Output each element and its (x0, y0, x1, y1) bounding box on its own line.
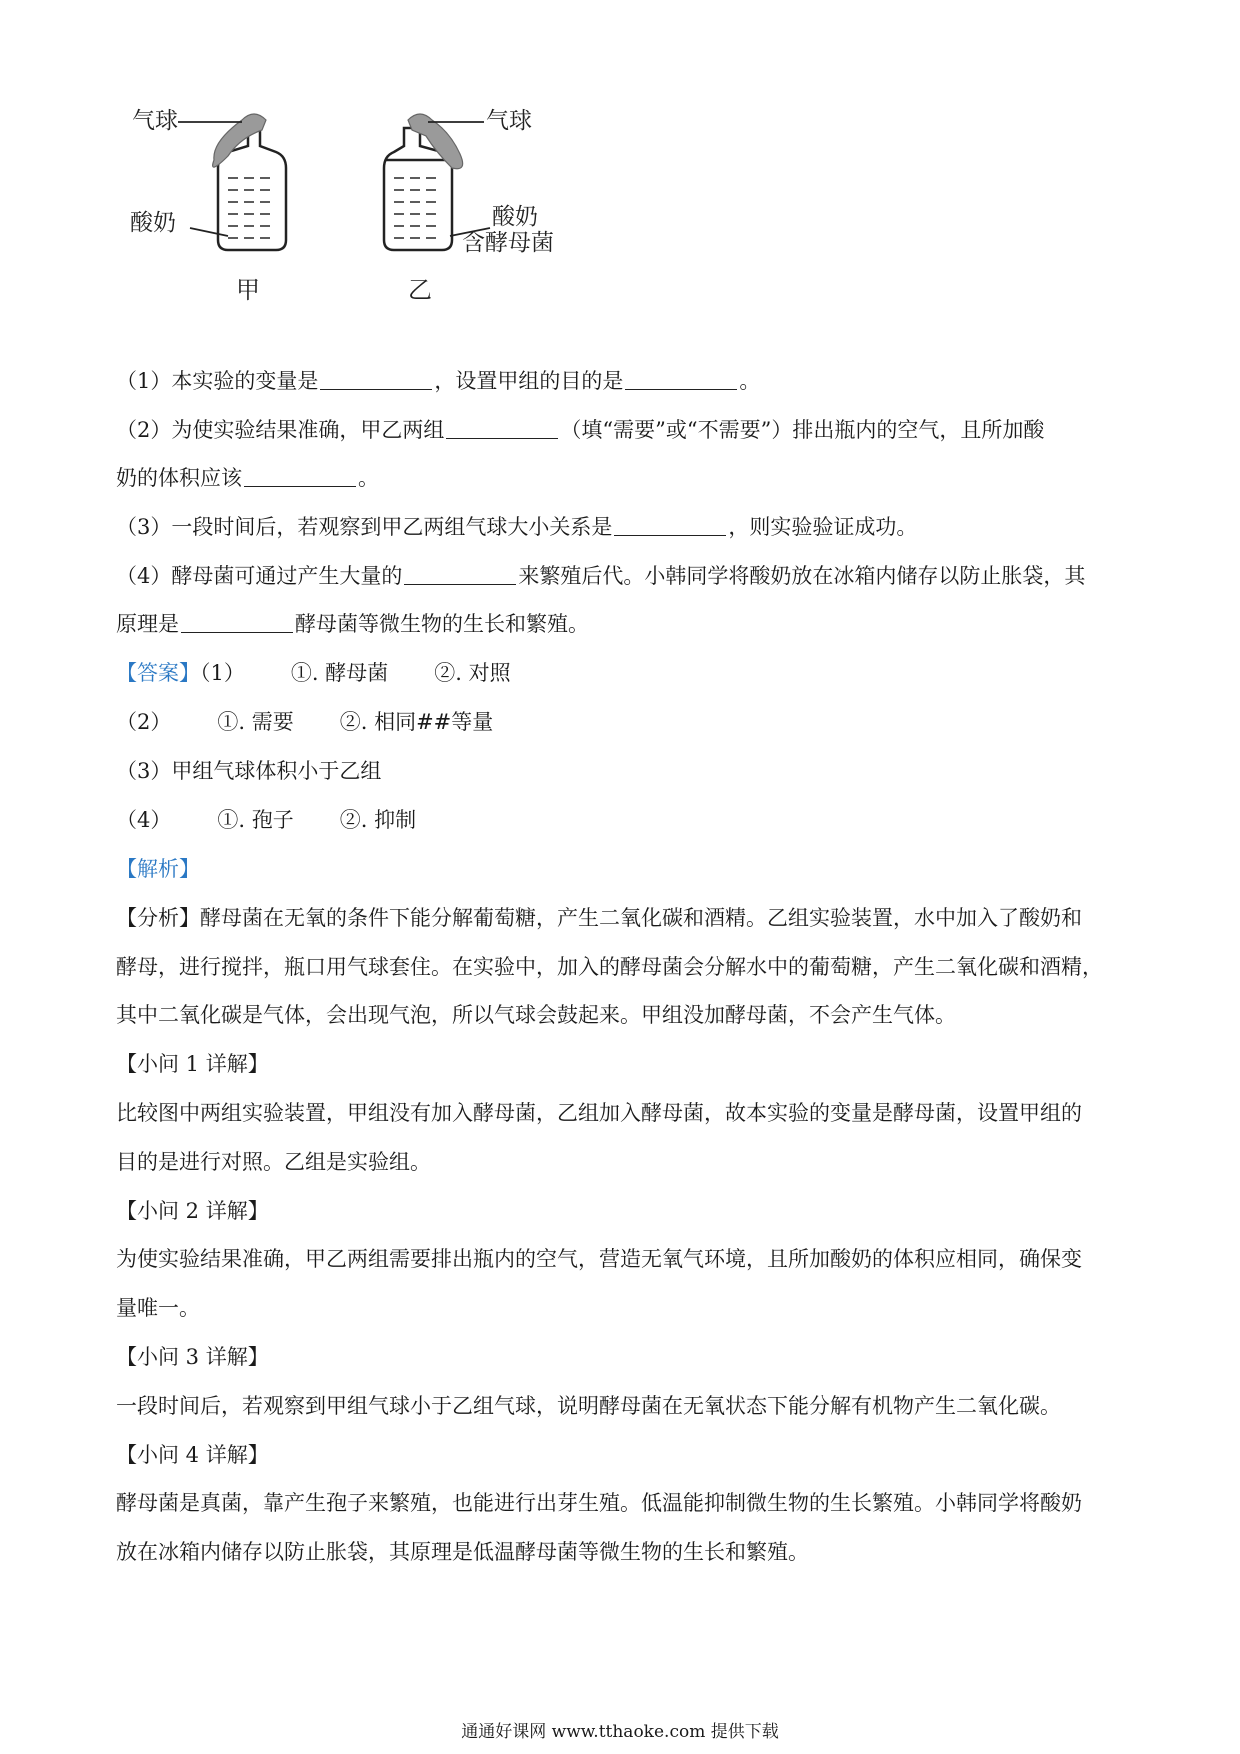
label-yogurt-yi: 酸奶 (492, 204, 538, 230)
answer-blank (404, 564, 516, 585)
label-balloon-yi: 气球 (486, 108, 532, 134)
answer-blank (625, 369, 737, 390)
answer-1: 【答案】（1） ①. 酵母菌 ②. 对照 (116, 661, 511, 685)
analysis-tag: 【解析】 (116, 857, 200, 881)
answer-blank (181, 612, 293, 633)
sub-question-3-title: 【小问 3 详解】 (116, 1345, 269, 1369)
question-3: （3）一段时间后，若观察到甲乙两组气球大小关系是 ，则实验验证成功。 (116, 515, 918, 539)
answer-blank (244, 466, 356, 487)
question-4-line-1: （4）酵母菌可通过产生大量的 来繁殖后代。小韩同学将酸奶放在冰箱内储存以防止胀袋，其 (116, 564, 1086, 588)
answer-2: （2） ①. 需要 ②. 相同##等量 (116, 710, 494, 734)
sub-question-1-title: 【小问 1 详解】 (116, 1052, 269, 1076)
analysis-paragraph: 其中二氧化碳是气体，会出现气泡，所以气球会鼓起来。甲组没加酵母菌，不会产生气体。 (116, 1003, 956, 1027)
sub-question-4-text: 酵母菌是真菌，靠产生孢子来繁殖，也能进行出芽生殖。低温能抑制微生物的生长繁殖。小韩同学将酸奶 (116, 1491, 1082, 1515)
sub-question-4-text: 放在冰箱内储存以防止胀袋，其原理是低温酵母菌等微生物的生长和繁殖。 (116, 1540, 809, 1564)
label-balloon-jia: 气球 (132, 108, 178, 134)
answer-4: （4） ①. 孢子 ②. 抑制 (116, 808, 417, 832)
answer-blank (614, 515, 726, 536)
answer-blank (446, 418, 558, 439)
answer-tag: 【答案】 (116, 661, 200, 685)
sub-question-4-title: 【小问 4 详解】 (116, 1443, 269, 1467)
bottle-jia (178, 114, 286, 250)
question-1: （1）本实验的变量是 ，设置甲组的目的是 。 (116, 369, 761, 393)
sub-question-2-text: 为使实验结果准确，甲乙两组需要排出瓶内的空气，营造无氧气环境，且所加酸奶的体积应相同，确保变 (116, 1247, 1082, 1271)
analysis-paragraph: 【分析】酵母菌在无氧的条件下能分解葡萄糖，产生二氧化碳和酒精。乙组实验装置，水中加入了酸奶和 (116, 906, 1082, 930)
question-2-line-1: （2）为使实验结果准确，甲乙两组 （填“需要”或“不需要”）排出瓶内的空气，且所加酸 (116, 418, 1045, 442)
sub-question-2-text: 量唯一。 (116, 1296, 200, 1320)
label-yeast: 含酵母菌 (462, 230, 554, 256)
analysis-paragraph: 酵母，进行搅拌，瓶口用气球套住。在实验中，加入的酵母菌会分解水中的葡萄糖，产生二氧化碳和酒精， (116, 955, 1103, 979)
label-yogurt-jia: 酸奶 (130, 210, 176, 236)
footer-credit: 通通好课网 www.tthaoke.com 提供下载 (461, 1722, 779, 1742)
sub-question-1-text: 比较图中两组实验装置，甲组没有加入酵母菌，乙组加入酵母菌，故本实验的变量是酵母菌，设置甲组的 (116, 1101, 1082, 1125)
answer-3: （3）甲组气球体积小于乙组 (116, 759, 382, 783)
sub-question-1-text: 目的是进行对照。乙组是实验组。 (116, 1150, 431, 1174)
answer-blank (320, 369, 432, 390)
sub-question-2-title: 【小问 2 详解】 (116, 1199, 269, 1223)
experiment-figure (130, 108, 650, 348)
sub-question-3-text: 一段时间后，若观察到甲组气球小于乙组气球，说明酵母菌在无氧状态下能分解有机物产生二氧化碳。 (116, 1394, 1061, 1418)
question-4-line-2: 原理是 酵母菌等微生物的生长和繁殖。 (116, 612, 589, 636)
question-2-line-2: 奶的体积应该 。 (116, 466, 379, 490)
caption-jia: 甲 (236, 276, 260, 304)
caption-yi: 乙 (408, 276, 432, 304)
